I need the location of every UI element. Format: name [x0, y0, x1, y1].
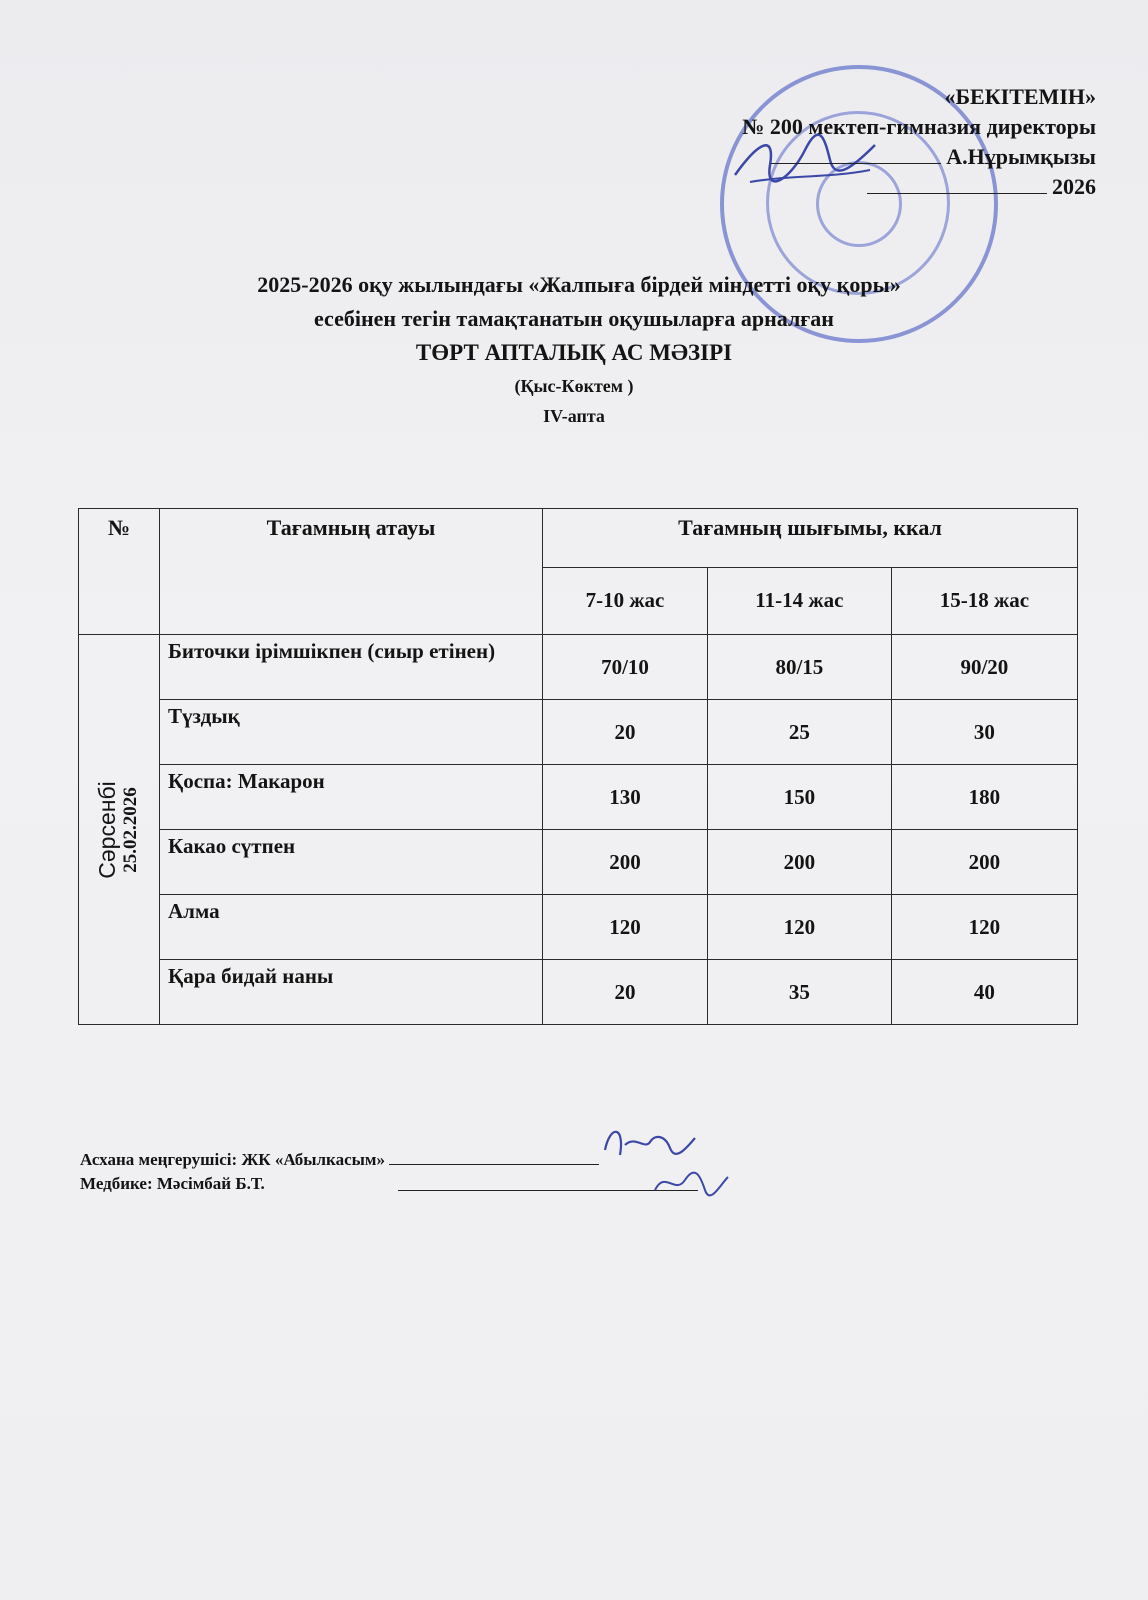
title-line-3: ТӨРТ АПТАЛЫҚ АС МӘЗІРІ	[415, 340, 733, 365]
value-11-14: 80/15	[707, 635, 891, 700]
canteen-manager-line	[80, 1150, 599, 1174]
approval-name: А.Нұрымқызы	[946, 144, 1096, 169]
dish-name: Какао сүтпен	[160, 830, 543, 895]
value-7-10: 20	[543, 700, 708, 765]
dish-name: Қара бидай наны	[160, 960, 543, 1025]
title-week: IV-апта	[543, 406, 605, 426]
value-15-18: 40	[891, 960, 1077, 1025]
value-7-10: 200	[543, 830, 708, 895]
value-7-10: 70/10	[543, 635, 708, 700]
table-row	[79, 895, 1078, 960]
value-7-10: 20	[543, 960, 708, 1025]
value-15-18: 120	[891, 895, 1077, 960]
signatures-block	[80, 1150, 599, 1198]
canteen-manager-signature	[600, 1120, 700, 1170]
value-15-18: 30	[891, 700, 1077, 765]
canteen-manager-label: Асхана меңгерушісі: ЖК «Абылкасым»	[80, 1150, 385, 1169]
header-output: Тағамның шығымы, ккал	[543, 509, 1078, 568]
value-7-10: 130	[543, 765, 708, 830]
value-15-18: 180	[891, 765, 1077, 830]
table-row	[79, 635, 1078, 700]
day-name: Сәрсенбі	[94, 780, 120, 879]
dish-name: Түздық	[160, 700, 543, 765]
dish-name: Алма	[160, 895, 543, 960]
value-15-18: 90/20	[891, 635, 1077, 700]
table-row	[79, 960, 1078, 1025]
value-7-10: 120	[543, 895, 708, 960]
title-season: (Қыс-Көктем )	[514, 376, 634, 396]
signature-line	[389, 1150, 599, 1165]
header-age-15-18: 15-18 жас	[891, 567, 1077, 634]
header-age-7-10: 7-10 жас	[543, 567, 708, 634]
approval-block	[576, 84, 1096, 204]
header-number: №	[79, 509, 160, 635]
value-15-18: 200	[891, 830, 1077, 895]
dish-name: Биточки ірімшікпен (сиыр етінен)	[160, 635, 543, 700]
document-title	[0, 272, 1148, 436]
title-line-2: есебінен тегін тамақтанатын оқушыларға арналған	[314, 306, 834, 331]
day-date: 25.02.2026	[120, 786, 141, 873]
header-dish-name: Тағамның атауы	[160, 509, 543, 635]
approval-name-line	[576, 144, 1096, 174]
value-11-14: 120	[707, 895, 891, 960]
value-11-14: 200	[707, 830, 891, 895]
approval-position: № 200 мектеп-гимназия директоры	[742, 114, 1096, 139]
title-line-1: 2025-2026 оқу жылындағы «Жалпыға бірдей міндетті оқу қоры»	[257, 272, 901, 297]
approval-heading: «БЕКІТЕМІН»	[944, 84, 1096, 109]
table-row	[79, 830, 1078, 895]
nurse-line	[80, 1174, 599, 1198]
approval-date-line	[576, 174, 1096, 204]
value-11-14: 35	[707, 960, 891, 1025]
header-age-11-14: 11-14 жас	[707, 567, 891, 634]
approval-year: 2026	[1052, 174, 1096, 199]
dish-name: Қоспа: Макарон	[160, 765, 543, 830]
nurse-signature	[650, 1165, 730, 1200]
value-11-14: 25	[707, 700, 891, 765]
table-row	[79, 700, 1078, 765]
table-row	[79, 765, 1078, 830]
day-label	[95, 781, 143, 878]
value-11-14: 150	[707, 765, 891, 830]
menu-table	[78, 508, 1078, 1025]
nurse-label: Медбике: Мәсімбай Б.Т.	[80, 1174, 265, 1193]
day-cell	[79, 635, 160, 1025]
